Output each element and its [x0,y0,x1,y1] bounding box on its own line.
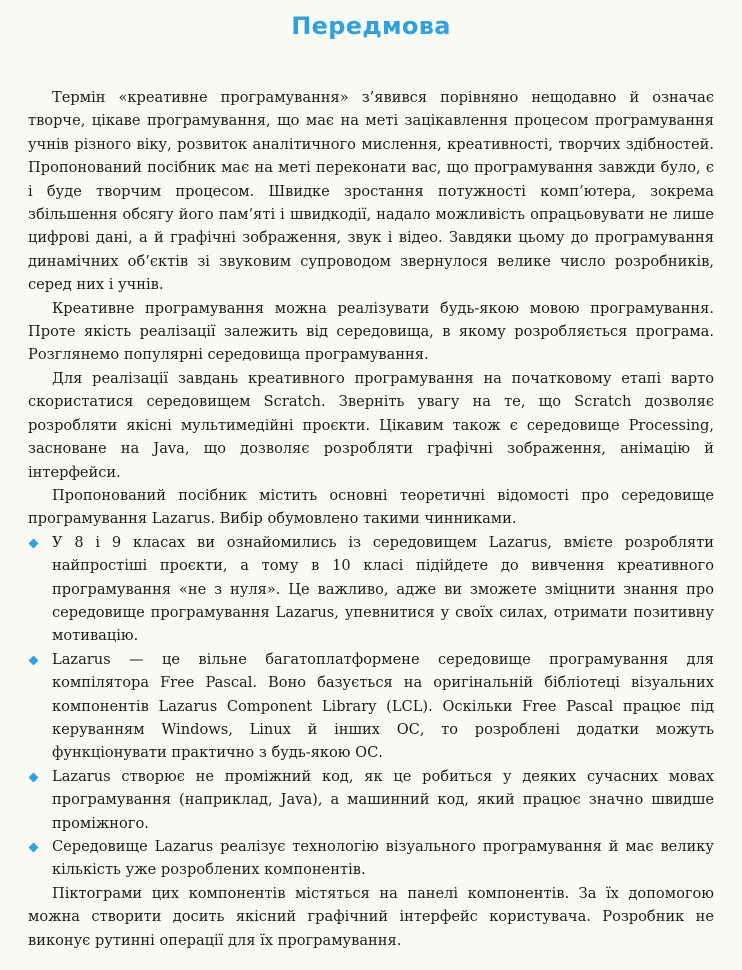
diamond-bullet-icon [29,843,39,853]
page-title: Передмова [291,12,451,40]
diamond-bullet-icon [29,655,39,665]
paragraph: Піктограми цих компонентів містяться на панелі компонентів. За їх допомогою можна створити досить якісний графічний інтерфейс користувача. Розробник не виконує рутинні операції для їх програмування. [28,884,714,949]
paragraph: Термін «креативне програмування» з’явився порівняно нещодавно й означає творче, цікаве програмування, що має на меті зацікавлення процесом програмування учнів різного віку, розвиток аналітичного мислення, креативності, творчих здібностей. Пропонований посібник має на меті переконати вас, що програмування завжди було, є і буде творчим процесом. Швидке зростання потужності комп’ютера, зокрема збільшення обсягу його пам’яті і швидкодії, надало можливість опрацьовувати не лише цифрові дані, а й графічні зображення, звук і відео. Завдяки цьому до програмування динамічних об’єктів зі звуковим супроводом звернулося велике число розробників, серед них і учнів. [28,89,714,294]
preface-text [28,86,714,952]
list-item-text: Lazarus створює не проміжний код, як це робиться у деяких сучасних мовах програмування (наприклад, Java), а машинний код, який працює значно швидше проміжного. [52,767,714,832]
list-item [28,765,714,835]
list-item-text: Середовище Lazarus реалізує технологію візуального програмування й має велику кількість уже розроблених компонентів. [52,838,714,879]
reasons-list [28,531,714,882]
list-item [28,835,714,882]
list-item [28,648,714,765]
list-item-text: Lazarus — це вільне багатоплатформене середовище програмування для компілятора Free Pascal. Воно базується на оригінальній бібліотеці візуальних компонентів Lazarus Component Library (LCL). Оскільки Free Pascal працює під керуванням Windows, Linux й інших ОС, то розроблені додатки можуть функціонувати практично з будь-якою ОС. [52,650,714,762]
list-item [28,531,714,648]
paragraph: Креативне програмування можна реалізувати будь-якою мовою програмування. Проте якість реалізації залежить від середовища, в якому розробляється програма. Розглянемо популярні середовища програмування. [28,299,714,364]
list-item-text: У 8 і 9 класах ви ознайомились із середовищем Lazarus, вмієте розробляти найпростіші проєкти, а тому в 10 класі підійдете до вивчення креативного програмування «не з нуля». Це важливо, адже ви зможете зміцнити знання про середовище програмування Lazarus, упевнитися у своїх силах, отримати позитивну мотивацію. [52,533,714,645]
diamond-bullet-icon [29,538,39,548]
paragraph: Пропонований посібник містить основні теоретичні відомості про середовище програмування Lazarus. Вибір обумовлено такими чинниками. [28,486,714,528]
diamond-bullet-icon [29,772,39,782]
paragraph: Для реалізації завдань креативного програмування на початковому етапі варто скористатися середовищем Scratch. Зверніть увагу на те, що Scratch дозволяє розробляти якісні мультимедійні проєкти. Цікавим також є середовище Processing, засноване на Java, що дозволяє розробляти графічні зображення, анімацію й інтерфейси. [28,369,714,481]
